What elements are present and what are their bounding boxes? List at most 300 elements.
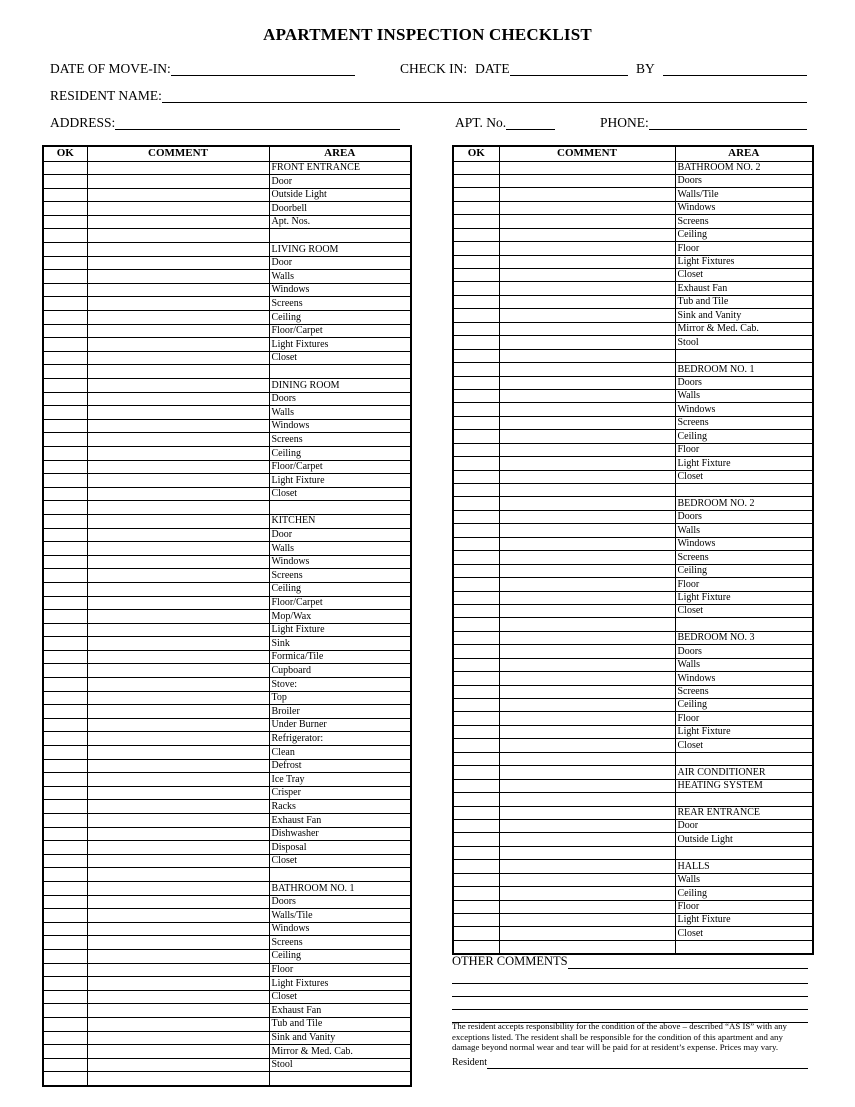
table-row xyxy=(453,645,813,658)
area-cell: Outside Light xyxy=(269,188,411,202)
ok-cell[interactable] xyxy=(453,403,499,416)
area-cell: Exhaust Fan xyxy=(269,1004,411,1018)
comment-cell[interactable] xyxy=(87,351,269,365)
comment-cell[interactable] xyxy=(499,927,675,940)
comment-cell[interactable] xyxy=(499,779,675,792)
ok-cell[interactable] xyxy=(43,1004,87,1018)
area-cell: Walls xyxy=(269,542,411,556)
ok-cell[interactable] xyxy=(43,759,87,773)
area-cell: Ceiling xyxy=(675,430,813,443)
comment-cell[interactable] xyxy=(499,873,675,886)
ok-cell[interactable] xyxy=(453,564,499,577)
ok-cell[interactable] xyxy=(43,528,87,542)
table-row xyxy=(43,555,411,569)
ok-cell[interactable] xyxy=(43,487,87,501)
ok-cell[interactable] xyxy=(43,949,87,963)
comment-cell[interactable] xyxy=(87,542,269,556)
table-row xyxy=(453,712,813,725)
table-row xyxy=(43,433,411,447)
ok-cell[interactable] xyxy=(453,322,499,335)
ok-cell[interactable] xyxy=(43,188,87,202)
comment-cell[interactable] xyxy=(499,887,675,900)
ok-cell[interactable] xyxy=(43,202,87,216)
date-of-move-in-field[interactable] xyxy=(171,60,355,76)
comment-cell[interactable] xyxy=(499,564,675,577)
comment-cell[interactable] xyxy=(499,900,675,913)
comment-cell[interactable] xyxy=(87,175,269,189)
comment-cell[interactable] xyxy=(87,909,269,923)
comment-cell[interactable] xyxy=(87,881,269,895)
comment-cell[interactable] xyxy=(87,569,269,583)
comment-cell[interactable] xyxy=(87,854,269,868)
ok-cell[interactable] xyxy=(453,779,499,792)
comment-cell[interactable] xyxy=(499,443,675,456)
area-cell: Screens xyxy=(269,433,411,447)
ok-cell[interactable] xyxy=(43,990,87,1004)
comment-cell[interactable] xyxy=(499,685,675,698)
table-row xyxy=(453,336,813,349)
ok-cell xyxy=(453,793,499,806)
ok-cell[interactable] xyxy=(453,914,499,927)
comment-cell[interactable] xyxy=(87,446,269,460)
ok-cell[interactable] xyxy=(453,900,499,913)
ok-cell[interactable] xyxy=(43,569,87,583)
comment-cell[interactable] xyxy=(499,242,675,255)
comment-cell[interactable] xyxy=(499,376,675,389)
comment-cell[interactable] xyxy=(499,228,675,241)
comment-cell[interactable] xyxy=(87,474,269,488)
ok-cell[interactable] xyxy=(453,430,499,443)
ok-cell[interactable] xyxy=(453,927,499,940)
comment-cell[interactable] xyxy=(499,645,675,658)
ok-cell[interactable] xyxy=(453,269,499,282)
by-label: BY xyxy=(636,61,655,76)
comment-cell[interactable] xyxy=(87,705,269,719)
comment-cell[interactable] xyxy=(499,672,675,685)
comment-cell[interactable] xyxy=(87,596,269,610)
comment-cell[interactable] xyxy=(499,712,675,725)
ok-cell[interactable] xyxy=(453,416,499,429)
comment-line[interactable] xyxy=(452,984,808,997)
comment-cell[interactable] xyxy=(87,841,269,855)
comment-cell[interactable] xyxy=(87,623,269,637)
comment-cell[interactable] xyxy=(87,582,269,596)
comment-cell[interactable] xyxy=(499,497,675,510)
ok-cell[interactable] xyxy=(43,773,87,787)
comment-cell[interactable] xyxy=(87,664,269,678)
comment-cell[interactable] xyxy=(499,860,675,873)
ok-cell[interactable] xyxy=(43,909,87,923)
comment-cell[interactable] xyxy=(87,990,269,1004)
ok-cell[interactable] xyxy=(43,324,87,338)
ok-cell[interactable] xyxy=(43,175,87,189)
area-cell: Doorbell xyxy=(269,202,411,216)
ok-cell[interactable] xyxy=(453,215,499,228)
comment-cell[interactable] xyxy=(87,691,269,705)
ok-cell[interactable] xyxy=(453,510,499,523)
ok-cell[interactable] xyxy=(43,256,87,270)
comment-cell[interactable] xyxy=(499,416,675,429)
comment-cell[interactable] xyxy=(499,322,675,335)
comment-cell[interactable] xyxy=(87,243,269,257)
ok-cell[interactable] xyxy=(453,161,499,174)
comment-cell[interactable] xyxy=(499,201,675,214)
area-cell: Floor xyxy=(675,242,813,255)
ok-cell[interactable] xyxy=(43,814,87,828)
comment-cell[interactable] xyxy=(87,637,269,651)
comment-cell[interactable] xyxy=(87,514,269,528)
ok-cell[interactable] xyxy=(453,699,499,712)
ok-cell[interactable] xyxy=(43,977,87,991)
ok-cell[interactable] xyxy=(43,215,87,229)
ok-cell[interactable] xyxy=(453,242,499,255)
ok-cell[interactable] xyxy=(43,311,87,325)
comment-cell[interactable] xyxy=(499,255,675,268)
ok-cell[interactable] xyxy=(453,457,499,470)
area-cell: Closet xyxy=(675,739,813,752)
table-row xyxy=(453,604,813,617)
address-field[interactable] xyxy=(115,114,400,130)
ok-cell[interactable] xyxy=(43,705,87,719)
ok-cell[interactable] xyxy=(43,542,87,556)
ok-cell[interactable] xyxy=(43,419,87,433)
table-row xyxy=(43,650,411,664)
ok-cell[interactable] xyxy=(43,664,87,678)
comment-cell[interactable] xyxy=(87,1017,269,1031)
ok-cell[interactable] xyxy=(43,637,87,651)
comment-cell[interactable] xyxy=(499,215,675,228)
area-cell: Screens xyxy=(269,936,411,950)
comment-cell[interactable] xyxy=(87,949,269,963)
area-cell: Light Fixtures xyxy=(269,977,411,991)
comment-line[interactable] xyxy=(452,997,808,1010)
comment-cell[interactable] xyxy=(87,161,269,175)
ok-cell[interactable] xyxy=(453,551,499,564)
comment-cell[interactable] xyxy=(499,403,675,416)
table-row xyxy=(43,854,411,868)
ok-cell[interactable] xyxy=(453,591,499,604)
comment-cell[interactable] xyxy=(87,338,269,352)
ok-cell[interactable] xyxy=(453,443,499,456)
table-row xyxy=(453,430,813,443)
ok-cell[interactable] xyxy=(453,860,499,873)
check-in-date-field[interactable] xyxy=(510,60,628,76)
table-row xyxy=(43,297,411,311)
comment-cell[interactable] xyxy=(87,433,269,447)
ok-cell[interactable] xyxy=(43,582,87,596)
ok-cell[interactable] xyxy=(453,188,499,201)
comment-cell[interactable] xyxy=(499,578,675,591)
ok-cell[interactable] xyxy=(453,604,499,617)
other-comments-field[interactable] xyxy=(568,953,808,969)
ok-cell[interactable] xyxy=(453,295,499,308)
comment-cell[interactable] xyxy=(87,460,269,474)
ok-cell[interactable] xyxy=(453,363,499,376)
table-row xyxy=(43,895,411,909)
comment-cell[interactable] xyxy=(87,406,269,420)
ok-cell[interactable] xyxy=(453,336,499,349)
table-row xyxy=(43,582,411,596)
comment-cell[interactable] xyxy=(499,806,675,819)
comment-cell[interactable] xyxy=(499,309,675,322)
ok-cell[interactable] xyxy=(43,474,87,488)
table-row xyxy=(43,610,411,624)
comment-cell[interactable] xyxy=(499,161,675,174)
ok-cell[interactable] xyxy=(453,631,499,644)
ok-cell[interactable] xyxy=(43,1058,87,1072)
ok-cell[interactable] xyxy=(43,718,87,732)
phone-row xyxy=(600,114,807,130)
ok-cell[interactable] xyxy=(43,514,87,528)
comment-cell[interactable] xyxy=(87,922,269,936)
ok-cell[interactable] xyxy=(43,460,87,474)
table-row xyxy=(43,868,411,882)
area-cell: Ceiling xyxy=(675,228,813,241)
comment-cell[interactable] xyxy=(87,311,269,325)
comment-cell[interactable] xyxy=(499,766,675,779)
ok-cell[interactable] xyxy=(453,470,499,483)
comment-cell[interactable] xyxy=(499,819,675,832)
comment-cell[interactable] xyxy=(499,188,675,201)
ok-cell[interactable] xyxy=(43,555,87,569)
comment-cell[interactable] xyxy=(87,297,269,311)
area-cell: Ceiling xyxy=(675,564,813,577)
area-cell: Light Fixture xyxy=(675,914,813,927)
comment-cell[interactable] xyxy=(499,174,675,187)
comment-cell[interactable] xyxy=(87,678,269,692)
area-cell: Walls/Tile xyxy=(675,188,813,201)
area-cell: Walls xyxy=(269,270,411,284)
comment-cell[interactable] xyxy=(87,324,269,338)
ok-cell[interactable] xyxy=(43,800,87,814)
comment-cell[interactable] xyxy=(499,336,675,349)
ok-cell[interactable] xyxy=(43,596,87,610)
table-row xyxy=(43,379,411,393)
comment-cell[interactable] xyxy=(499,457,675,470)
area-cell: Ceiling xyxy=(269,949,411,963)
ok-cell[interactable] xyxy=(453,282,499,295)
ok-cell[interactable] xyxy=(43,351,87,365)
ok-cell[interactable] xyxy=(453,873,499,886)
comment-cell[interactable] xyxy=(87,528,269,542)
comment-cell[interactable] xyxy=(87,786,269,800)
table-row xyxy=(453,470,813,483)
comment-cell[interactable] xyxy=(499,389,675,402)
comment-cell[interactable] xyxy=(499,658,675,671)
ok-cell[interactable] xyxy=(43,1045,87,1059)
ok-cell[interactable] xyxy=(43,963,87,977)
ok-cell[interactable] xyxy=(43,338,87,352)
table-row xyxy=(43,1017,411,1031)
table-row xyxy=(453,376,813,389)
ok-cell[interactable] xyxy=(43,297,87,311)
comment-cell[interactable] xyxy=(499,282,675,295)
ok-cell[interactable] xyxy=(43,678,87,692)
ok-cell[interactable] xyxy=(453,201,499,214)
comment-cell[interactable] xyxy=(87,188,269,202)
area-cell: Mirror & Med. Cab. xyxy=(675,322,813,335)
ok-cell[interactable] xyxy=(453,497,499,510)
ok-cell[interactable] xyxy=(453,739,499,752)
comment-cell[interactable] xyxy=(87,718,269,732)
ok-cell[interactable] xyxy=(453,578,499,591)
comment-cell[interactable] xyxy=(499,604,675,617)
ok-cell[interactable] xyxy=(43,1017,87,1031)
move-in-row xyxy=(50,60,355,76)
comment-cell[interactable] xyxy=(499,430,675,443)
ok-cell[interactable] xyxy=(43,691,87,705)
comment-cell[interactable] xyxy=(87,487,269,501)
comment-cell[interactable] xyxy=(87,270,269,284)
area-cell: Clean xyxy=(269,746,411,760)
resident-name-field[interactable] xyxy=(162,87,807,103)
resident-signature-field[interactable] xyxy=(487,1055,808,1069)
ok-cell[interactable] xyxy=(43,786,87,800)
comment-cell[interactable] xyxy=(87,814,269,828)
area-cell: Light Fixture xyxy=(675,457,813,470)
comment-cell[interactable] xyxy=(87,650,269,664)
area-cell: Door xyxy=(269,256,411,270)
ok-cell[interactable] xyxy=(453,376,499,389)
ok-cell[interactable] xyxy=(43,161,87,175)
area-cell: Crisper xyxy=(269,786,411,800)
ok-cell[interactable] xyxy=(43,841,87,855)
comment-cell[interactable] xyxy=(87,1045,269,1059)
area-cell xyxy=(675,752,813,765)
ok-cell[interactable] xyxy=(453,806,499,819)
comment-cell[interactable] xyxy=(87,895,269,909)
comment-cell[interactable] xyxy=(499,739,675,752)
area-cell: Screens xyxy=(269,569,411,583)
ok-cell[interactable] xyxy=(453,389,499,402)
comment-cell[interactable] xyxy=(87,800,269,814)
table-row xyxy=(43,732,411,746)
apt-no-field[interactable] xyxy=(506,114,555,130)
comment-cell[interactable] xyxy=(87,759,269,773)
comment-cell[interactable] xyxy=(87,732,269,746)
table-row xyxy=(453,416,813,429)
ok-cell[interactable] xyxy=(453,833,499,846)
ok-cell[interactable] xyxy=(43,895,87,909)
ok-cell[interactable] xyxy=(43,270,87,284)
area-section-cell: KITCHEN xyxy=(269,514,411,528)
comment-cell xyxy=(87,365,269,379)
ok-cell[interactable] xyxy=(453,819,499,832)
comment-cell[interactable] xyxy=(499,295,675,308)
comment-cell[interactable] xyxy=(87,1004,269,1018)
ok-cell[interactable] xyxy=(453,712,499,725)
ok-cell[interactable] xyxy=(43,446,87,460)
table-row xyxy=(43,664,411,678)
ok-cell[interactable] xyxy=(43,746,87,760)
ok-cell[interactable] xyxy=(453,658,499,671)
comment-cell[interactable] xyxy=(499,524,675,537)
ok-cell[interactable] xyxy=(43,881,87,895)
ok-cell xyxy=(453,349,499,362)
comment-cell[interactable] xyxy=(499,699,675,712)
ok-cell[interactable] xyxy=(43,1031,87,1045)
comment-cell[interactable] xyxy=(87,379,269,393)
comment-cell[interactable] xyxy=(87,419,269,433)
table-row xyxy=(453,779,813,792)
ok-cell[interactable] xyxy=(453,887,499,900)
comment-cell[interactable] xyxy=(499,914,675,927)
table-row xyxy=(453,282,813,295)
comment-cell[interactable] xyxy=(87,963,269,977)
ok-cell[interactable] xyxy=(43,392,87,406)
ok-cell[interactable] xyxy=(453,537,499,550)
comment-cell[interactable] xyxy=(87,215,269,229)
comment-cell[interactable] xyxy=(87,555,269,569)
ok-cell[interactable] xyxy=(43,433,87,447)
comment-cell[interactable] xyxy=(499,591,675,604)
comment-cell[interactable] xyxy=(499,537,675,550)
ok-cell[interactable] xyxy=(43,650,87,664)
area-cell: Tub and Tile xyxy=(675,295,813,308)
comment-line[interactable] xyxy=(452,971,808,984)
comment-cell[interactable] xyxy=(499,725,675,738)
comment-cell[interactable] xyxy=(87,256,269,270)
ok-cell[interactable] xyxy=(453,524,499,537)
comment-cell[interactable] xyxy=(87,977,269,991)
ok-cell[interactable] xyxy=(43,243,87,257)
ok-cell[interactable] xyxy=(453,725,499,738)
table-row xyxy=(43,446,411,460)
area-cell: Dishwasher xyxy=(269,827,411,841)
comment-cell[interactable] xyxy=(87,1058,269,1072)
resident-signature-row xyxy=(452,1055,808,1069)
ok-cell[interactable] xyxy=(453,645,499,658)
ok-cell[interactable] xyxy=(453,255,499,268)
comment-cell[interactable] xyxy=(499,470,675,483)
check-in-by-field[interactable] xyxy=(663,60,807,76)
ok-cell[interactable] xyxy=(453,309,499,322)
comment-cell[interactable] xyxy=(499,269,675,282)
ok-cell[interactable] xyxy=(43,732,87,746)
comment-cell[interactable] xyxy=(87,1031,269,1045)
comment-cell[interactable] xyxy=(87,610,269,624)
ok-cell[interactable] xyxy=(43,854,87,868)
ok-cell[interactable] xyxy=(43,610,87,624)
ok-cell[interactable] xyxy=(453,766,499,779)
comment-cell[interactable] xyxy=(499,833,675,846)
ok-cell[interactable] xyxy=(453,672,499,685)
ok-cell[interactable] xyxy=(43,623,87,637)
table-row xyxy=(43,243,411,257)
ok-cell[interactable] xyxy=(43,283,87,297)
comment-cell[interactable] xyxy=(87,283,269,297)
comment-cell[interactable] xyxy=(499,551,675,564)
ok-cell[interactable] xyxy=(43,936,87,950)
comment-cell[interactable] xyxy=(87,746,269,760)
ok-cell[interactable] xyxy=(43,406,87,420)
phone-field[interactable] xyxy=(649,114,807,130)
comment-cell[interactable] xyxy=(87,936,269,950)
ok-cell[interactable] xyxy=(453,228,499,241)
ok-cell[interactable] xyxy=(43,922,87,936)
comment-cell[interactable] xyxy=(499,363,675,376)
comment-cell[interactable] xyxy=(87,202,269,216)
ok-cell[interactable] xyxy=(453,174,499,187)
comment-cell[interactable] xyxy=(87,392,269,406)
ok-cell[interactable] xyxy=(43,379,87,393)
comment-cell[interactable] xyxy=(499,510,675,523)
ok-cell[interactable] xyxy=(43,827,87,841)
comment-cell[interactable] xyxy=(499,631,675,644)
comment-cell[interactable] xyxy=(87,773,269,787)
comment-cell[interactable] xyxy=(87,827,269,841)
ok-cell[interactable] xyxy=(453,685,499,698)
